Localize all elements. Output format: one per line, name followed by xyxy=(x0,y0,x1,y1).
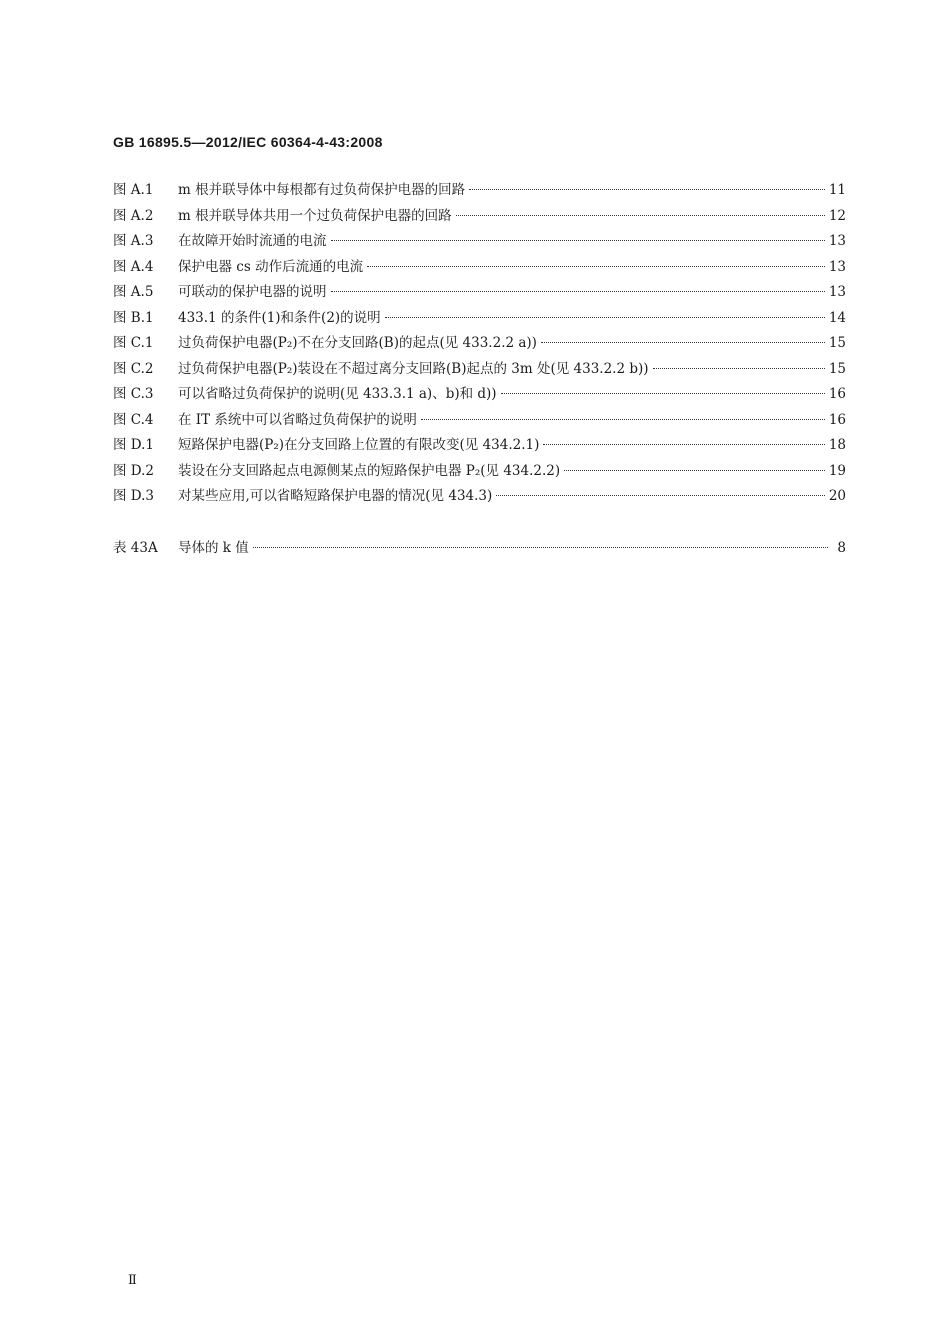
figure-page-number: 11 xyxy=(828,182,846,198)
figure-entry[interactable] xyxy=(113,484,846,510)
dot-leader xyxy=(253,547,828,548)
figure-entry[interactable] xyxy=(113,255,846,281)
figure-label: 图 D.3 xyxy=(113,488,155,504)
figure-entry[interactable] xyxy=(113,280,846,306)
figure-label: 图 A.2 xyxy=(113,207,154,224)
dot-leader xyxy=(543,444,824,445)
figure-title: m 根并联导体中每根都有过负荷保护电器的回路 xyxy=(178,182,466,198)
figure-label: 图 C.2 xyxy=(113,360,154,377)
figure-page-number: 15 xyxy=(828,335,846,351)
dot-leader xyxy=(331,291,825,292)
dot-leader xyxy=(501,393,825,394)
figure-page-number: 15 xyxy=(828,360,846,377)
figure-title: 可联动的保护电器的说明 xyxy=(178,284,327,300)
figure-page-number: 13 xyxy=(828,284,846,300)
dot-leader xyxy=(496,495,825,496)
figure-title: 433.1 的条件(1)和条件(2)的说明 xyxy=(178,309,381,326)
figure-label: 图 C.4 xyxy=(113,411,154,428)
figure-label: 图 A.5 xyxy=(113,284,154,300)
dot-leader xyxy=(456,215,825,216)
figure-title: m 根并联导体共用一个过负荷保护电器的回路 xyxy=(178,207,452,224)
dot-leader xyxy=(541,342,825,343)
figure-page-number: 13 xyxy=(828,258,846,275)
figure-entry[interactable] xyxy=(113,331,846,357)
dot-leader xyxy=(421,419,825,420)
figure-page-number: 16 xyxy=(828,386,846,402)
figure-title: 对某些应用,可以省略短路保护电器的情况(见 434.3) xyxy=(178,488,493,504)
table-label: 表 43A xyxy=(113,540,158,556)
document-header: GB 16895.5—2012/IEC 60364-4-43:2008 xyxy=(113,134,383,150)
figure-entry[interactable] xyxy=(113,229,846,255)
figure-title: 在故障开始时流通的电流 xyxy=(178,233,327,249)
figure-title: 过负荷保护电器(P₂)装设在不超过离分支回路(B)起点的 3m 处(见 433.2.2 b)) xyxy=(178,360,649,377)
figure-label: 图 A.3 xyxy=(113,233,154,249)
figure-entry[interactable] xyxy=(113,306,846,332)
figure-page-number: 16 xyxy=(828,411,846,428)
figure-entry[interactable] xyxy=(113,433,846,459)
figure-entry[interactable] xyxy=(113,382,846,408)
figure-entry[interactable] xyxy=(113,204,846,230)
table-page-number: 8 xyxy=(837,540,846,556)
figure-title: 短路保护电器(P₂)在分支回路上位置的有限改变(见 434.2.1) xyxy=(178,437,540,453)
figure-entry[interactable] xyxy=(113,178,846,204)
figure-entry[interactable] xyxy=(113,459,846,485)
figure-title: 保护电器 cs 动作后流通的电流 xyxy=(178,258,364,275)
figure-title: 过负荷保护电器(P₂)不在分支回路(B)的起点(见 433.2.2 a)) xyxy=(178,335,537,351)
figure-label: 图 C.1 xyxy=(113,335,154,351)
figure-label: 图 A.4 xyxy=(113,258,154,275)
figure-title: 装设在分支回路起点电源侧某点的短路保护电器 P₂(见 434.2.2) xyxy=(178,462,561,479)
figure-label: 图 B.1 xyxy=(113,309,154,326)
figure-title: 可以省略过负荷保护的说明(见 433.3.1 a)、b)和 d)) xyxy=(178,386,497,402)
figure-title: 在 IT 系统中可以省略过负荷保护的说明 xyxy=(178,411,417,428)
figure-page-number: 18 xyxy=(828,437,846,453)
figure-page-number: 12 xyxy=(828,207,846,224)
dot-leader xyxy=(385,317,825,318)
dot-leader xyxy=(564,470,825,471)
figure-page-number: 13 xyxy=(828,233,846,249)
figure-page-number: 19 xyxy=(828,462,846,479)
table-entry[interactable] xyxy=(113,536,846,562)
figure-label: 图 A.1 xyxy=(113,182,154,198)
figure-label: 图 D.2 xyxy=(113,462,155,479)
page-number: Ⅱ xyxy=(128,1273,137,1288)
dot-leader xyxy=(331,240,825,241)
figure-entry[interactable] xyxy=(113,408,846,434)
dot-leader xyxy=(367,266,825,267)
figure-page-number: 14 xyxy=(828,309,846,326)
figure-label: 图 C.3 xyxy=(113,386,154,402)
dot-leader xyxy=(469,189,825,190)
dot-leader xyxy=(653,368,825,369)
figure-page-number: 20 xyxy=(828,488,846,504)
figure-entry[interactable] xyxy=(113,357,846,383)
table-title: 导体的 k 值 xyxy=(178,540,249,556)
figure-list xyxy=(113,178,846,510)
figure-label: 图 D.1 xyxy=(113,437,155,453)
